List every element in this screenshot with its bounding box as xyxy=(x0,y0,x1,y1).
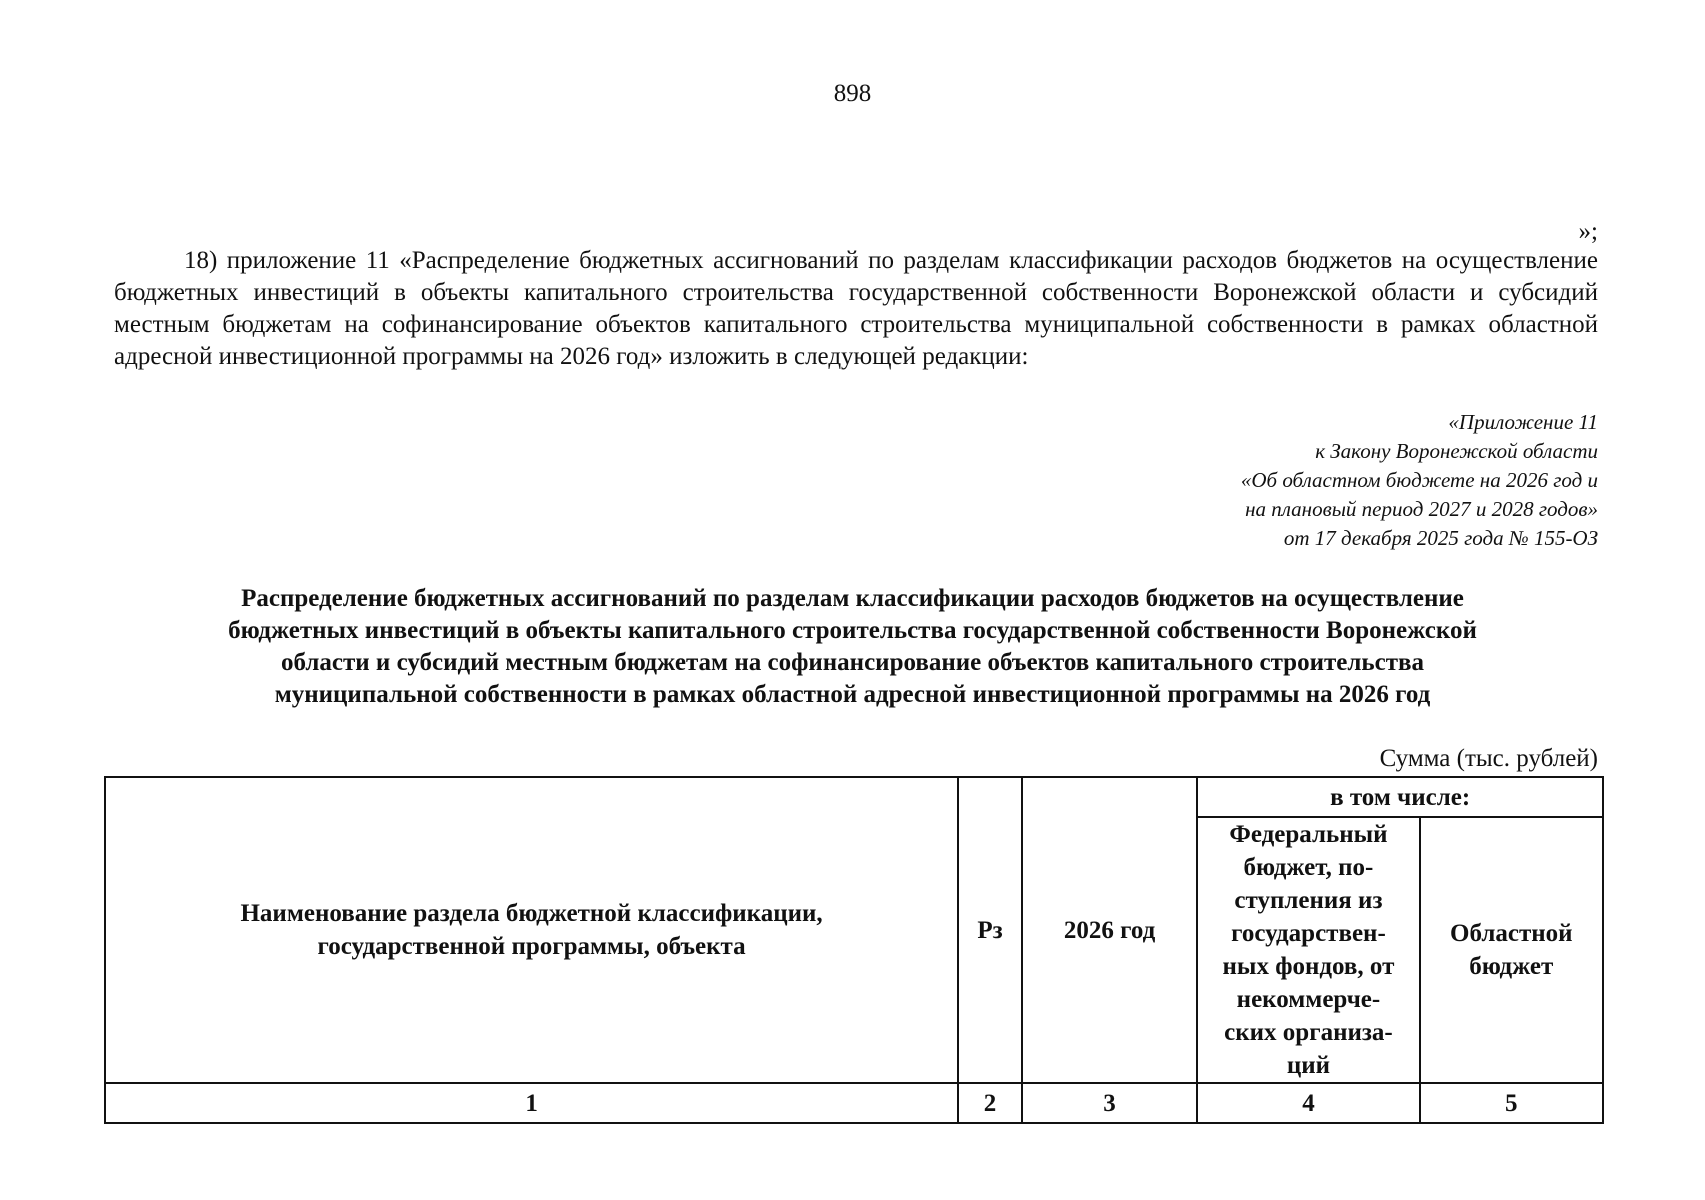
header-rz-cell: Рз xyxy=(958,777,1022,1083)
header-federal-line: некоммерче- xyxy=(1236,986,1381,1013)
allocation-table xyxy=(104,776,1604,1124)
column-number-cell: 3 xyxy=(1022,1083,1197,1123)
header-federal-line: государствен- xyxy=(1231,920,1386,947)
appendix-note-line: «Приложение 11 xyxy=(1448,410,1598,434)
header-regional-line: бюджет xyxy=(1469,953,1554,980)
column-number-cell: 1 xyxy=(105,1083,958,1123)
appendix-note-line: от 17 декабря 2025 года № 155-ОЗ xyxy=(1283,526,1598,550)
page-number: 898 xyxy=(833,80,872,107)
closing-quote-mark: »; xyxy=(1578,218,1598,245)
units-label: Сумма (тыс. рублей) xyxy=(1379,745,1598,772)
header-name-line: государственной программы, объекта xyxy=(317,933,746,960)
header-federal-cell xyxy=(1197,817,1419,1083)
amendment-paragraph: 18) приложение 11 «Распределение бюджетных ассигнований по разделам классификации расходов бюджетов на осуществление бюджетных инвестиций в объекты капитального строительства государственной собственности Воронежской области и субсидий местным бюджетам на софинансирование объектов капитального строительства муниципальной собственности в рамках областной адресной инвестиционной программы на 2026 год» изложить в следующей редакции: xyxy=(114,247,1598,370)
appendix-note xyxy=(958,408,1598,553)
header-name-cell xyxy=(105,777,958,1083)
header-federal-line: ступления из xyxy=(1234,887,1383,914)
header-federal-line: ных фондов, от xyxy=(1222,953,1395,980)
header-name-line: Наименование раздела бюджетной классификации, xyxy=(240,900,823,927)
column-number-cell: 2 xyxy=(958,1083,1022,1123)
appendix-note-line: «Об областном бюджете на 2026 год и xyxy=(1240,468,1598,492)
document-title-line: области и субсидий местным бюджетам на софинансирование объектов капитального строительства xyxy=(281,649,1424,676)
header-regional-cell xyxy=(1420,817,1603,1083)
appendix-note-line: к Закону Воронежской области xyxy=(1315,439,1598,463)
table-header-row xyxy=(105,777,1603,817)
header-regional-line: Областной xyxy=(1450,920,1573,947)
header-federal-line: ских организа- xyxy=(1224,1019,1393,1046)
header-year-cell: 2026 год xyxy=(1022,777,1197,1083)
header-group-cell: в том числе: xyxy=(1197,777,1603,817)
column-number-cell: 4 xyxy=(1197,1083,1419,1123)
document-title-line: Распределение бюджетных ассигнований по разделам классификации расходов бюджетов на осуществление xyxy=(241,585,1464,612)
document-title xyxy=(100,583,1605,711)
appendix-note-line: на плановый период 2027 и 2028 годов» xyxy=(1245,497,1598,521)
header-federal-line: бюджет, по- xyxy=(1243,854,1374,881)
column-number-cell: 5 xyxy=(1420,1083,1603,1123)
document-title-line: бюджетных инвестиций в объекты капитального строительства государственной собственности Воронежской xyxy=(228,617,1477,644)
header-federal-line: ций xyxy=(1286,1052,1331,1079)
document-title-line: муниципальной собственности в рамках областной адресной инвестиционной программы на 2026 год xyxy=(274,681,1431,708)
header-federal-line: Федеральный xyxy=(1229,821,1388,848)
column-number-row xyxy=(105,1083,1603,1123)
